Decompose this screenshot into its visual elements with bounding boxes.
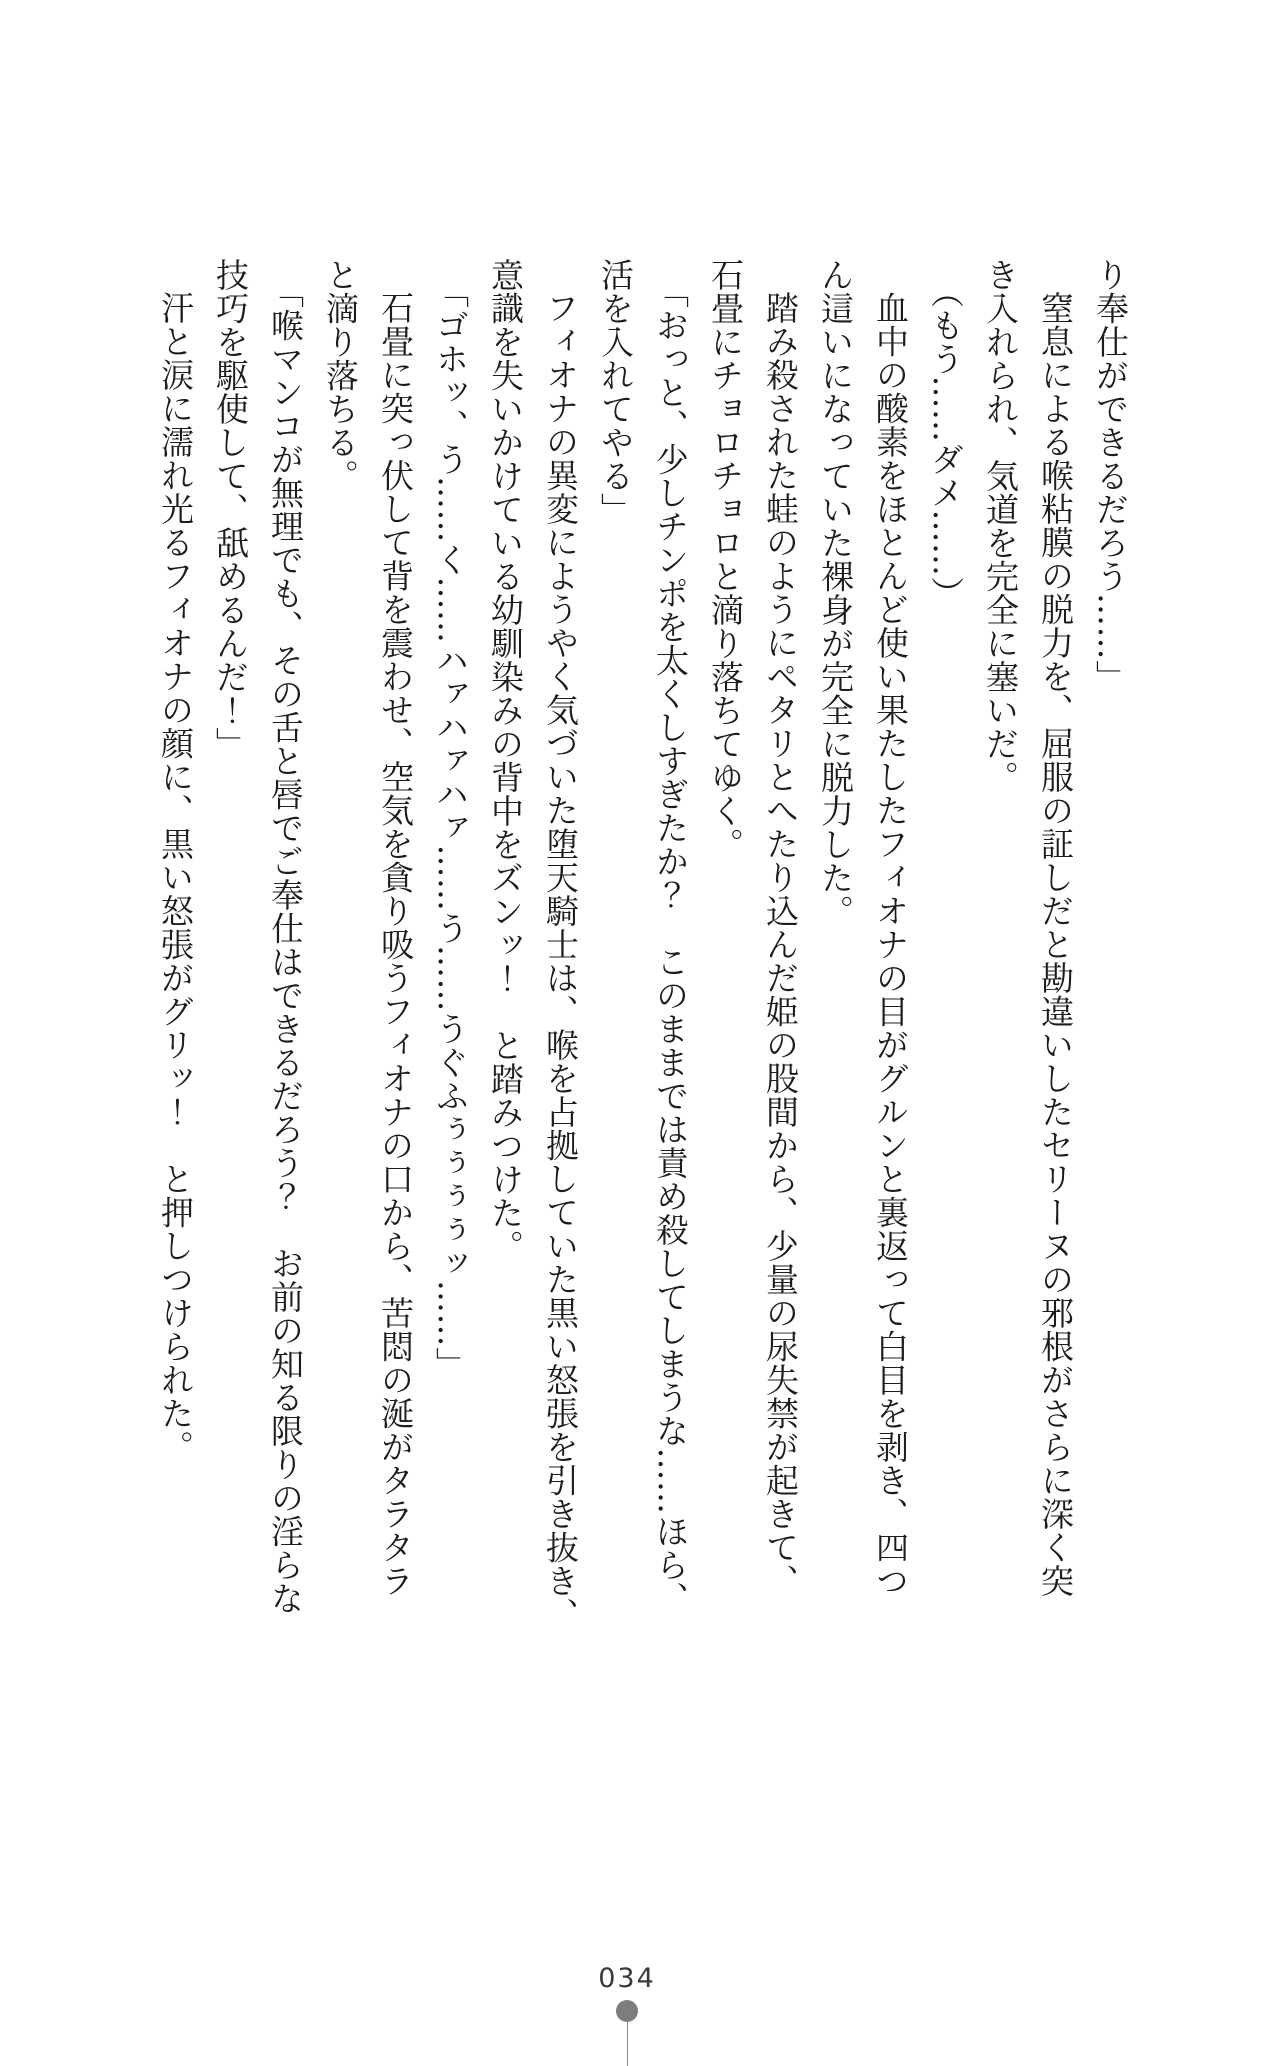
footer-dot-marker	[616, 2000, 638, 2022]
text-line: ん這いになっていた裸身が完全に脱力した。	[816, 258, 855, 928]
text-line: 踏み殺された蛙のようにペタリとへたり込んだ姫の股間から、少量の尿失禁が起きて、	[761, 291, 800, 1598]
text-line: 意識を失いかけている幼馴染みの背中をズンッ！ と踏みつけた。	[486, 258, 525, 1263]
text-line: き入れられ、気道を完全に塞いだ。	[981, 258, 1020, 794]
footer-rule-line	[627, 2020, 628, 2066]
text-line: 「喉マンコが無理でも、その舌と唇でご奉仕はできるだろう？ お前の知る限りの淫らな	[266, 275, 305, 1615]
text-line: 「ゴホッ、う……く……ハァハァハァ……う……うぐふぅぅぅぅッ……」	[431, 275, 470, 1381]
text-line: 窒息による喉粘膜の脱力を、屈服の証しだと勘違いしたセリーヌの邪根がさらに深く突	[1036, 291, 1075, 1598]
text-line: 活を入れてやる」	[596, 258, 635, 526]
text-line: フィオナの異変にようやく気づいた堕天騎士は、喉を占拠していた黒い怒張を引き抜き、	[541, 291, 580, 1631]
vertical-text-block	[148, 258, 1138, 1631]
text-line: （もう……ダメ……）	[926, 275, 965, 610]
text-line: と滴り落ちる。	[321, 258, 360, 493]
text-line: 血中の酸素をほとんど使い果たしたフィオナの目がグルンと裏返って白目を剥き、四つ	[871, 291, 910, 1598]
text-line: 石畳にチョロチョロと滴り落ちてゆく。	[706, 258, 745, 861]
text-line: り奉仕ができるだろう……」	[1091, 258, 1130, 694]
text-line: 汗と涙に濡れ光るフィオナの顔に、黒い怒張がグリッ！ と押しつけられた。	[156, 291, 195, 1464]
text-line: 「おっと、少しチンポを太くしすぎたか？ このままでは責め殺してしまうな……ほら、	[651, 275, 690, 1615]
page-number: 034	[598, 1963, 656, 1994]
text-line: 技巧を駆使して、舐めるんだ！」	[211, 258, 250, 761]
text-line: 石畳に突っ伏して背を震わせ、空気を貪り吸うフィオナの口から、苦悶の涎がタラタラ	[376, 291, 415, 1598]
